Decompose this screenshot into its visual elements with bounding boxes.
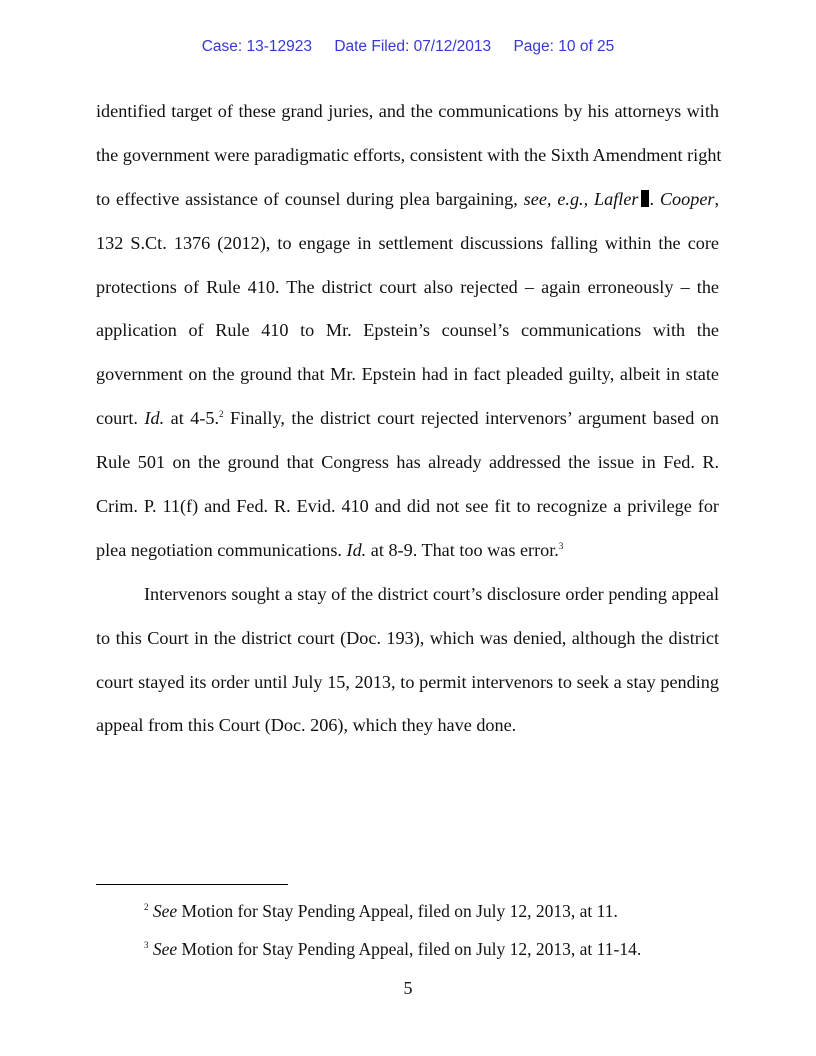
- text-line: 132 S.Ct. 1376 (2012), to engage in settlement discussions falling within the core: [96, 232, 719, 253]
- text-line: [96, 178, 719, 222]
- footnote-signal: See: [152, 901, 178, 921]
- footnote-number: 2: [144, 902, 149, 912]
- text-line: [96, 529, 719, 573]
- footnote: [144, 901, 744, 922]
- line-text: .: [649, 188, 660, 209]
- footnote-text: Motion for Stay Pending Appeal, filed on July 12, 2013, at 11.: [177, 901, 618, 921]
- case-header: [0, 38, 816, 56]
- text-line: court stayed its order until July 15, 2013, to permit intervenors to seek a stay pending: [96, 671, 719, 692]
- id-citation: Id.: [346, 539, 367, 560]
- text-line: application of Rule 410 to Mr. Epstein’s counsel’s communications with the: [96, 320, 719, 341]
- page-indicator: Page: 10 of 25: [513, 38, 615, 55]
- text-line: Intervenors sought a stay of the district court’s disclosure order pending appeal: [144, 583, 719, 604]
- page-number: 5: [403, 978, 413, 998]
- footnote-number: 3: [144, 940, 149, 950]
- text-line: to this Court in the district court (Doc. 193), which was denied, although the district: [96, 627, 719, 648]
- text-line: identified target of these grand juries, and the communications by his attorneys with: [96, 101, 719, 121]
- date-filed: Date Filed: 07/12/2013: [334, 38, 492, 55]
- line-text: court.: [96, 408, 145, 429]
- text-line: [96, 397, 719, 441]
- footnote-signal: See: [152, 939, 178, 959]
- footnote-divider: [96, 884, 288, 885]
- case-citation: Cooper: [659, 188, 715, 209]
- footnote-ref[interactable]: 3: [558, 540, 564, 551]
- line-text: at 8-9. That too was error.: [366, 539, 559, 560]
- text-line: the government were paradigmatic efforts, consistent with the Sixth Amendment right: [96, 144, 722, 165]
- line-text: ,: [714, 188, 720, 209]
- text-line: Rule 501 on the ground that Congress has already addressed the issue in Fed. R.: [96, 452, 719, 473]
- text-line: protections of Rule 410. The district court also rejected – again erroneously – the: [96, 276, 719, 297]
- text-line: government on the ground that Mr. Epstein had in fact pleaded guilty, albeit in state: [96, 364, 719, 385]
- text-line: appeal from this Court (Doc. 206), which they have done.: [96, 715, 517, 736]
- line-text: to effective assistance of counsel during plea bargaining,: [96, 188, 524, 209]
- footnote-text: Motion for Stay Pending Appeal, filed on July 12, 2013, at 11-14.: [177, 939, 642, 959]
- case-citation: see, e.g., Lafler: [523, 188, 639, 209]
- id-citation: Id.: [144, 408, 165, 429]
- line-text: plea negotiation communications.: [96, 539, 347, 560]
- footnote: [144, 939, 744, 960]
- line-text: at 4-5.: [164, 408, 220, 429]
- body-text: [96, 90, 722, 748]
- line-text: Finally, the district court rejected intervenors’ argument based on: [223, 408, 719, 429]
- footnote-ref[interactable]: 2: [219, 409, 224, 420]
- text-line: Crim. P. 11(f) and Fed. R. Evid. 410 and did not see fit to recognize a privilege for: [96, 496, 719, 517]
- case-number: Case: 13-12923: [201, 38, 312, 55]
